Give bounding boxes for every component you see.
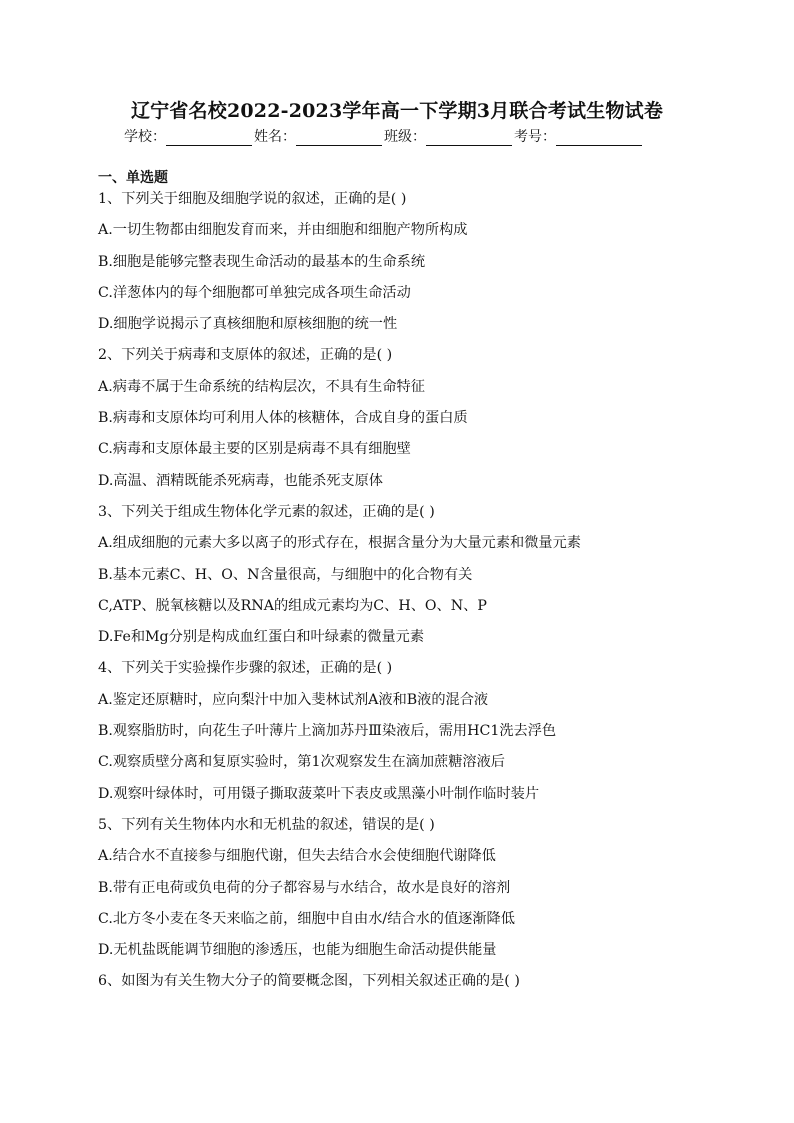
section-title: 一、单选题 [98,170,168,186]
question-stem: 3、下列关于组成生物体化学元素的叙述，正确的是( ) [98,503,435,520]
class-blank [426,129,512,146]
option-a: A.一切生物都由细胞发育而来，并由细胞和细胞产物所构成 [98,222,468,239]
option-c: C.北方冬小麦在冬天来临之前，细胞中自由水/结合水的值逐渐降低 [98,910,515,927]
question-3 [98,500,738,656]
question-stem: 1、下列关于细胞及细胞学说的叙述，正确的是( ) [98,191,407,207]
option-d: D.Fe和Mg分别是构成血红蛋白和叶绿素的微量元素 [98,629,425,646]
option-c: C.洋葱体内的每个细胞都可单独完成各项生命活动 [98,284,411,301]
option-b: B.病毒和支原体均可利用人体的核糖体，合成自身的蛋白质 [98,410,468,427]
name-blank [296,129,382,146]
option-b: B.观察脂肪时，向花生子叶薄片上滴加苏丹Ⅲ染液后，需用HC1洗去浮色 [98,723,557,740]
question-2 [98,343,738,499]
school-label: 学校： [124,129,166,145]
option-c: C.观察质壁分离和复原实验时，第1次观察发生在滴加蔗糖溶液后 [98,754,505,771]
question-stem: 4、下列关于实验操作步骤的叙述，正确的是( ) [98,660,393,677]
question-4 [98,656,738,812]
option-d: D.无机盐既能调节细胞的渗透压，也能为细胞生命活动提供能量 [98,942,497,959]
option-b: B.细胞是能够完整表现生命活动的最基本的生命系统 [98,253,426,270]
option-d: D.观察叶绿体时，可用镊子撕取菠菜叶下表皮或黑藻小叶制作临时装片 [98,785,540,802]
exam-number-label: 考号： [514,129,556,145]
option-d: D.高温、酒精既能杀死病毒，也能杀死支原体 [98,472,383,489]
school-blank [166,129,252,146]
student-info-row [124,126,644,146]
option-c: C.病毒和支原体最主要的区别是病毒不具有细胞壁 [98,441,411,458]
exam-number-blank [556,129,642,146]
option-d: D.细胞学说揭示了真核细胞和原核细胞的统一性 [98,316,398,333]
option-a: A.结合水不直接参与细胞代谢，但失去结合水会使细胞代谢降低 [98,848,496,865]
option-c: C,ATP、脱氧核糖以及RNA的组成元素均为C、H、O、N、P [98,597,487,614]
question-1 [98,187,738,343]
question-stem: 6、如图为有关生物大分子的简要概念图，下列相关叙述正确的是( ) [98,973,520,990]
question-stem: 5、下列有关生物体内水和无机盐的叙述，错误的是( ) [98,816,435,833]
option-a: A.病毒不属于生命系统的结构层次，不具有生命特征 [98,378,425,395]
question-stem: 2、下列关于病毒和支原体的叙述，正确的是( ) [98,347,393,364]
question-5 [98,813,738,969]
exam-title: 辽宁省名校2022-2023学年高一下学期3月联合考试生物试卷 [130,100,664,122]
class-label: 班级： [384,129,426,145]
question-6 [98,969,738,1000]
name-label: 姓名： [254,129,296,145]
question-list [98,187,738,1001]
option-b: B.基本元素C、H、O、N含量很高，与细胞中的化合物有关 [98,566,473,583]
option-a: A.鉴定还原糖时，应向梨汁中加入斐林试剂A液和B液的混合液 [98,691,489,708]
option-b: B.带有正电荷或负电荷的分子都容易与水结合，故水是良好的溶剂 [98,879,511,896]
option-a: A.组成细胞的元素大多以离子的形式存在，根据含量分为大量元素和微量元素 [98,535,581,552]
